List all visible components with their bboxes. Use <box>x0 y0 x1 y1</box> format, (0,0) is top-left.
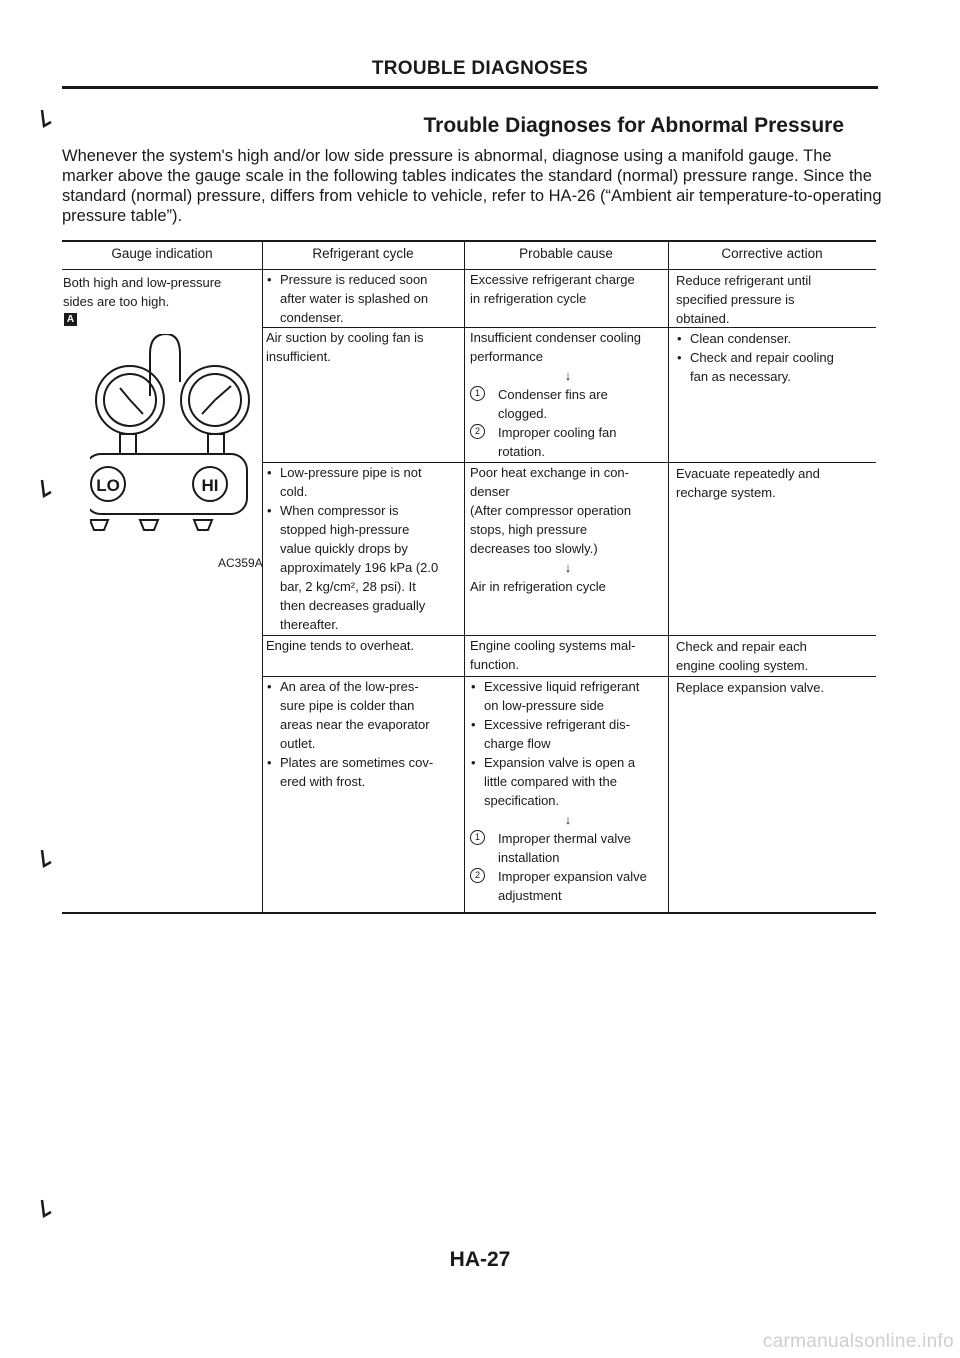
revision-mark-icon <box>38 478 52 502</box>
column-divider <box>668 242 669 912</box>
row3-probable-cause: Poor heat exchange in con- denser (After compressor operation stops, high pressure decreases too slowly.) ↓ Air in refrigeration cycle <box>470 465 632 594</box>
row1-corrective-action: Reduce refrigerant until specified pressure is obtained. <box>676 273 812 326</box>
column-divider <box>262 242 263 912</box>
header-rule <box>62 86 878 89</box>
row3-corrective-action: Evacuate repeatedly and recharge system. <box>676 466 820 500</box>
revision-mark-icon <box>38 1198 52 1222</box>
row4-corrective-action: Check and repair each engine cooling system. <box>676 639 809 673</box>
row5-corrective-action: Replace expansion valve. <box>676 680 825 695</box>
page-title: Trouble Diagnoses for Abnormal Pressure <box>423 114 844 137</box>
row1-probable-cause: Excessive refrigerant charge in refrigeration cycle <box>470 272 635 306</box>
column-header-cycle: Refrigerant cycle <box>312 246 414 261</box>
svg-text:LO: LO <box>96 476 120 495</box>
row3-refrigerant-cycle: • Low-pressure pipe is not cold. • When compressor is stopped high-pressure value quickly drops by approximately 196 kPa (2.0 bar, 2 kg/cm², 28 psi). It then decreases gradually thereafter. <box>266 463 462 634</box>
row1-refrigerant-cycle: • Pressure is reduced soon after water is splashed on condenser. <box>266 270 462 327</box>
revision-mark-icon <box>38 108 52 132</box>
page-number: HA-27 <box>449 1248 511 1271</box>
svg-text:HI: HI <box>201 476 219 495</box>
figure-reference-code: AC359A <box>218 556 263 570</box>
intro-paragraph: Whenever the system's high and/or low side pressure is abnormal, diagnose using a manifold gauge. The marker above the gauge scale in the following tables indicates the standard (normal) pressure range. Since the standard (normal) pressure, differs from vehicle to vehicle, refer to HA-26 (“Ambient air temperature-to-operating pressure table”). <box>62 147 882 225</box>
section-header: TROUBLE DIAGNOSES <box>371 58 589 79</box>
revision-mark-icon <box>38 848 52 872</box>
row5-refrigerant-cycle: • An area of the low-pres- sure pipe is colder than areas near the evaporator outlet. • Plates are sometimes cov- ered with frost. <box>266 677 462 791</box>
hose-icon <box>150 334 180 396</box>
column-header-cause: Probable cause <box>519 246 613 261</box>
row4-refrigerant-cycle: Engine tends to overheat. <box>266 638 415 653</box>
row5-probable-cause: • Excessive liquid refrigerant on low-pressure side • Excessive refrigerant dis- charge flow • Expansion valve is open a little compared with the specification. ↓ 1 Improper thermal valve installation 2 Improper expansion valve adjustment <box>470 677 666 905</box>
row2-corrective-action: • Clean condenser. • Check and repair cooling fan as necessary. <box>676 329 874 386</box>
row-divider <box>62 269 262 270</box>
standard-marker-badge: A <box>64 313 77 326</box>
column-header-action: Corrective action <box>721 246 823 261</box>
watermark: carmanualsonline.info <box>762 1331 954 1352</box>
gauge-indication: Both high and low-pressure sides are too high. <box>63 275 222 309</box>
table-top-rule <box>62 240 876 242</box>
manifold-gauge-illustration <box>90 334 260 564</box>
column-header-gauge: Gauge indication <box>111 246 213 261</box>
row4-probable-cause: Engine cooling systems mal- function. <box>470 638 636 672</box>
row2-probable-cause: Insufficient condenser cooling performance ↓ 1 Condenser fins are clogged. 2 Improper cooling fan rotation. <box>470 330 642 459</box>
table-bottom-rule <box>62 912 876 914</box>
column-divider <box>464 242 465 912</box>
row2-refrigerant-cycle: Air suction by cooling fan is insufficient. <box>266 330 424 364</box>
